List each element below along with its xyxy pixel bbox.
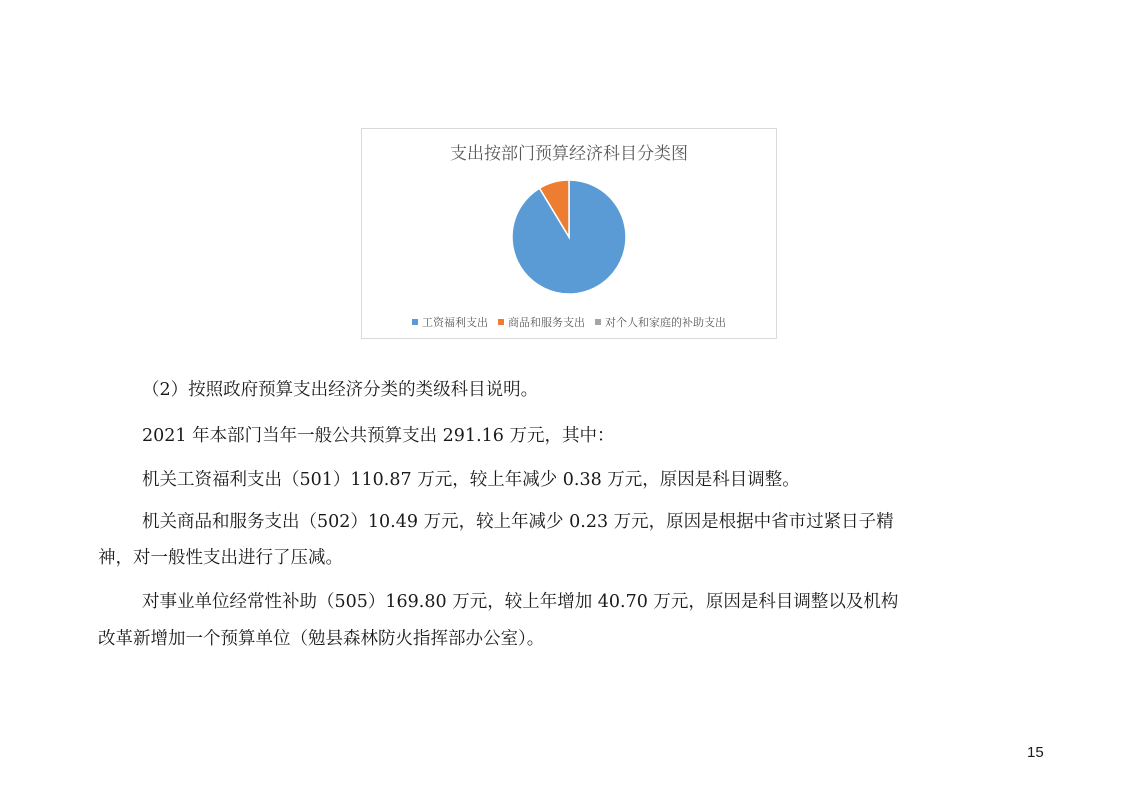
body-paragraph: 机关商品和服务支出（502）10.49 万元，较上年减少 0.23 万元，原因是根据中省市过紧日子精 [142,512,894,532]
page-number: 15 [1027,744,1044,761]
body-paragraph-continued: 改革新增加一个预算单位（勉县森林防火指挥部办公室）。 [98,629,545,649]
pie-chart [362,129,776,338]
legend-swatch-icon [595,319,601,325]
legend-swatch-icon [498,319,504,325]
legend-label: 商品和服务支出 [508,316,585,329]
legend-label: 对个人和家庭的补助支出 [605,316,726,329]
legend-item-subsidy [595,314,726,330]
legend-item-goods-services [498,314,585,330]
body-paragraph-continued: 神，对一般性支出进行了压减。 [98,548,343,568]
body-paragraph: 2021 年本部门当年一般公共预算支出 291.16 万元，其中： [142,426,615,446]
legend-swatch-icon [412,319,418,325]
chart-title: 支出按部门预算经济科目分类图 [450,144,688,164]
chart-legend [362,314,776,330]
section-heading: （2）按照政府预算支出经济分类的类级科目说明。 [142,380,539,400]
pie-chart-panel [361,128,777,339]
body-paragraph: 对事业单位经常性补助（505）169.80 万元，较上年增加 40.70 万元，原因是科目调整以及机构 [142,592,899,612]
legend-label: 工资福利支出 [422,316,488,329]
body-paragraph: 机关工资福利支出（501）110.87 万元，较上年减少 0.38 万元，原因是科目调整。 [142,470,800,490]
legend-item-salary [412,314,488,330]
